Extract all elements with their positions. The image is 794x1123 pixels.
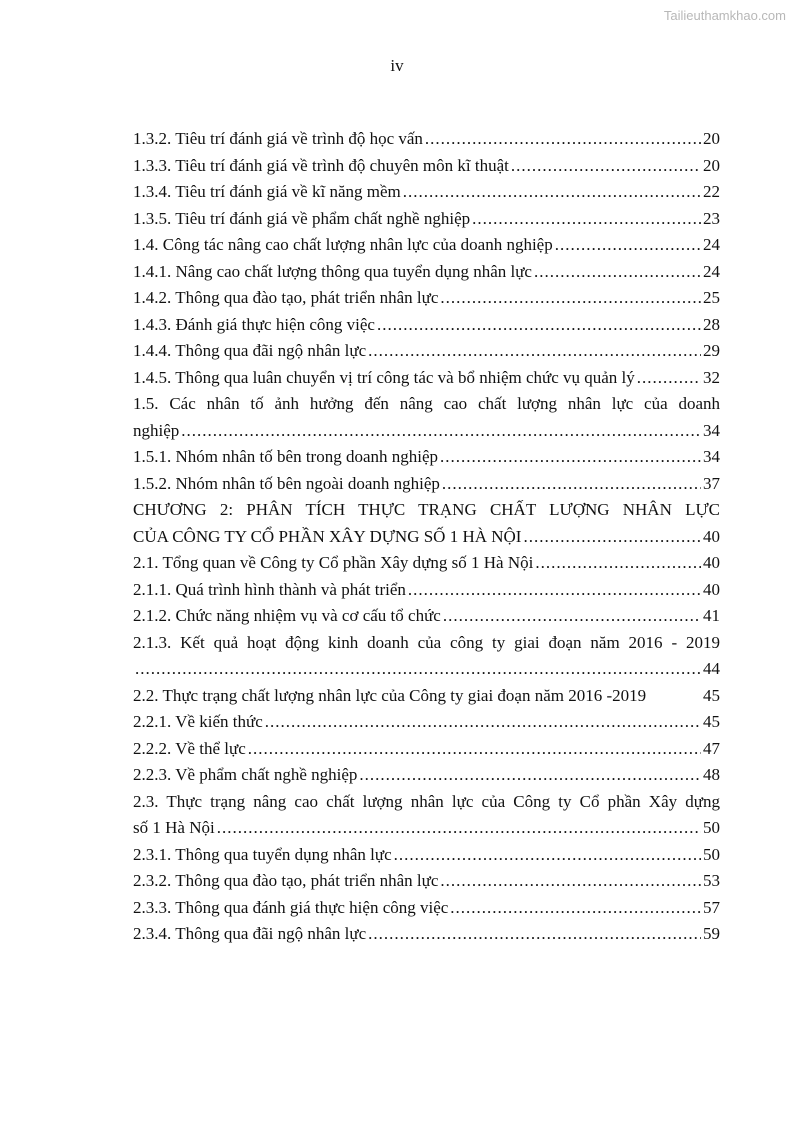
toc-entry-page: 50 [703,844,720,864]
dot-leader [637,368,701,388]
toc-entry[interactable] [133,527,720,554]
toc-entry-label-line1: 2.1.3. Kết quả hoạt động kinh doanh của công ty giai đoạn năm 2016 - 2019 [133,632,720,652]
dot-leader [248,739,701,759]
toc-entry[interactable] [133,315,720,342]
dot-leader [523,527,701,547]
toc-entry[interactable] [133,368,720,395]
toc-entry-label-line1: 1.5. Các nhân tố ảnh hưởng đến nâng cao chất lượng nhân lực của doanh [133,394,720,413]
toc-entry-label: 1.3.4. Tiêu trí đánh giá về kĩ năng mềm [133,182,401,201]
dot-leader [472,209,701,229]
toc-entry-label: 1.4.1. Nâng cao chất lượng thông qua tuyển dụng nhân lực [133,261,532,281]
toc-entry-page: 34 [703,447,720,466]
toc-entry-label: 1.3.3. Tiêu trí đánh giá về trình độ chuyên môn kĩ thuật [133,155,509,175]
toc-entry[interactable] [133,765,720,792]
toc-entry-page: 40 [703,579,720,599]
dot-leader [217,818,701,838]
dot-leader [368,341,701,361]
toc-entry-page: 47 [703,738,720,758]
toc-entry-label: 2.1.2. Chức năng nhiệm vụ và cơ cấu tổ chức [133,606,441,625]
toc-entry-line1[interactable] [133,633,720,660]
toc-entry[interactable] [133,421,720,448]
dot-leader [394,845,701,865]
toc-entry-page: 53 [703,871,720,890]
toc-entry-label: 2.1. Tổng quan về Công ty Cổ phần Xây dựng số 1 Hà Nội [133,553,534,572]
toc-entry-page: 32 [703,367,720,387]
toc-entry[interactable] [133,129,720,156]
dot-leader [135,659,701,679]
toc-entry[interactable] [133,924,720,951]
toc-entry[interactable] [133,156,720,183]
toc-entry-page: 45 [703,712,720,731]
toc-entry[interactable] [133,288,720,315]
dot-leader [408,580,701,600]
toc-entry-label: nghiệp [133,420,180,440]
toc-entry[interactable] [133,235,720,262]
toc-entry-page: 40 [703,553,720,572]
toc-entry-label: 2.2.1. Về kiến thức [133,712,263,731]
dot-leader [534,262,701,282]
toc-entry[interactable] [133,341,720,368]
dot-leader [440,871,701,891]
toc-entry[interactable] [133,712,720,739]
toc-entry-label: CỦA CÔNG TY CỔ PHẦN XÂY DỰNG SỐ 1 HÀ NỘI [133,526,522,546]
toc-entry[interactable] [133,262,720,289]
toc-entry-page: 45 [703,685,720,705]
toc-entry-label: 1.3.2. Tiêu trí đánh giá về trình độ học vấn [133,129,423,148]
toc-entry[interactable] [133,871,720,898]
toc-entry-label: 1.4.3. Đánh giá thực hiện công việc [133,314,375,334]
dot-leader [450,898,701,918]
toc-entry-label: 1.4.2. Thông qua đào tạo, phát triển nhân lực [133,288,439,307]
dot-leader [181,421,701,441]
dot-leader [440,288,701,308]
dot-leader [403,182,701,202]
table-of-contents [133,129,720,951]
toc-entry-label: 1.5.2. Nhóm nhân tố bên ngoài doanh nghiệp [133,473,440,493]
page-number: iv [390,56,404,75]
chapter-heading-line1[interactable] [133,500,720,527]
dot-leader [555,235,701,255]
toc-entry[interactable] [133,818,720,845]
dot-leader [377,315,701,335]
toc-entry-label: 2.2.3. Về phẩm chất nghề nghiệp [133,765,358,784]
toc-entry[interactable] [133,739,720,766]
toc-entry-label: 2.3.3. Thông qua đánh giá thực hiện công việc [133,897,449,917]
toc-entry-page: 24 [703,261,720,281]
toc-entry-page: 59 [703,924,720,943]
toc-entry-page: 23 [703,208,720,228]
toc-entry-label: 1.5.1. Nhóm nhân tố bên trong doanh nghiệp [133,447,439,466]
toc-entry-label: 1.4.5. Thông qua luân chuyển vị trí công tác và bổ nhiệm chức vụ quản lý [133,367,635,387]
toc-entry-label: 2.2.2. Về thể lực [133,738,246,758]
toc-entry[interactable] [133,553,720,580]
toc-entry[interactable] [133,606,720,633]
dot-leader [442,474,701,494]
toc-entry[interactable] [133,209,720,236]
dot-leader [368,924,701,944]
dot-leader [511,156,701,176]
toc-entry-page: 20 [703,129,720,148]
toc-entry-page: 44 [703,659,720,678]
toc-entry-page: 29 [703,341,720,360]
toc-entry-label: 2.3.1. Thông qua tuyển dụng nhân lực [133,844,392,864]
watermark: Tailieuthamkhao.com [663,8,786,23]
toc-entry-label: số 1 Hà Nội [133,818,215,837]
toc-entry-page: 40 [703,526,720,546]
toc-entry-page: 25 [703,288,720,307]
toc-entry-label: 2.1.1. Quá trình hình thành và phát triển [133,579,406,599]
toc-entry-label: 2.3.2. Thông qua đào tạo, phát triển nhân lực [133,871,439,890]
toc-entry-page: 24 [703,235,720,254]
dot-leader [265,712,701,732]
toc-entry[interactable] [133,845,720,872]
dot-leader [443,606,701,626]
dot-leader [535,553,701,573]
dot-leader [425,129,701,149]
toc-entry-label: 2.3.4. Thông qua đãi ngộ nhân lực [133,924,367,943]
toc-entry[interactable] [133,474,720,501]
toc-entry[interactable] [133,659,720,686]
toc-entry-label: 1.4. Công tác nâng cao chất lượng nhân lực của doanh nghiệp [133,235,553,254]
toc-entry-page: 50 [703,818,720,837]
toc-entry-line1[interactable] [133,792,720,819]
toc-entry-label: 1.4.4. Thông qua đãi ngộ nhân lực [133,341,367,360]
toc-entry-page: 34 [703,420,720,440]
toc-entry[interactable] [133,686,720,713]
toc-entry-label-line1: 2.3. Thực trạng nâng cao chất lượng nhân lực của Công ty Cổ phần Xây dựng [133,791,720,811]
toc-entry-page: 37 [703,473,720,493]
toc-entry-label-line1: CHƯƠNG 2: PHÂN TÍCH THỰC TRẠNG CHẤT LƯỢNG NHÂN LỰC [133,500,720,519]
toc-entry-page: 48 [703,765,720,784]
toc-entry-page: 22 [703,182,720,201]
toc-entry[interactable] [133,580,720,607]
toc-entry-page: 41 [703,606,720,625]
toc-entry-page: 20 [703,155,720,175]
toc-entry[interactable] [133,447,720,474]
toc-entry-label: 1.3.5. Tiêu trí đánh giá về phẩm chất nghề nghiệp [133,208,471,228]
toc-entry-page: 28 [703,314,720,334]
toc-entry-line1[interactable] [133,394,720,421]
dot-leader [440,447,701,467]
dot-leader [359,765,701,785]
toc-entry-label: 2.2. Thực trạng chất lượng nhân lực của Công ty giai đoạn năm 2016 -2019 [133,685,647,705]
toc-entry[interactable] [133,898,720,925]
toc-entry-page: 57 [703,897,720,917]
toc-entry[interactable] [133,182,720,209]
